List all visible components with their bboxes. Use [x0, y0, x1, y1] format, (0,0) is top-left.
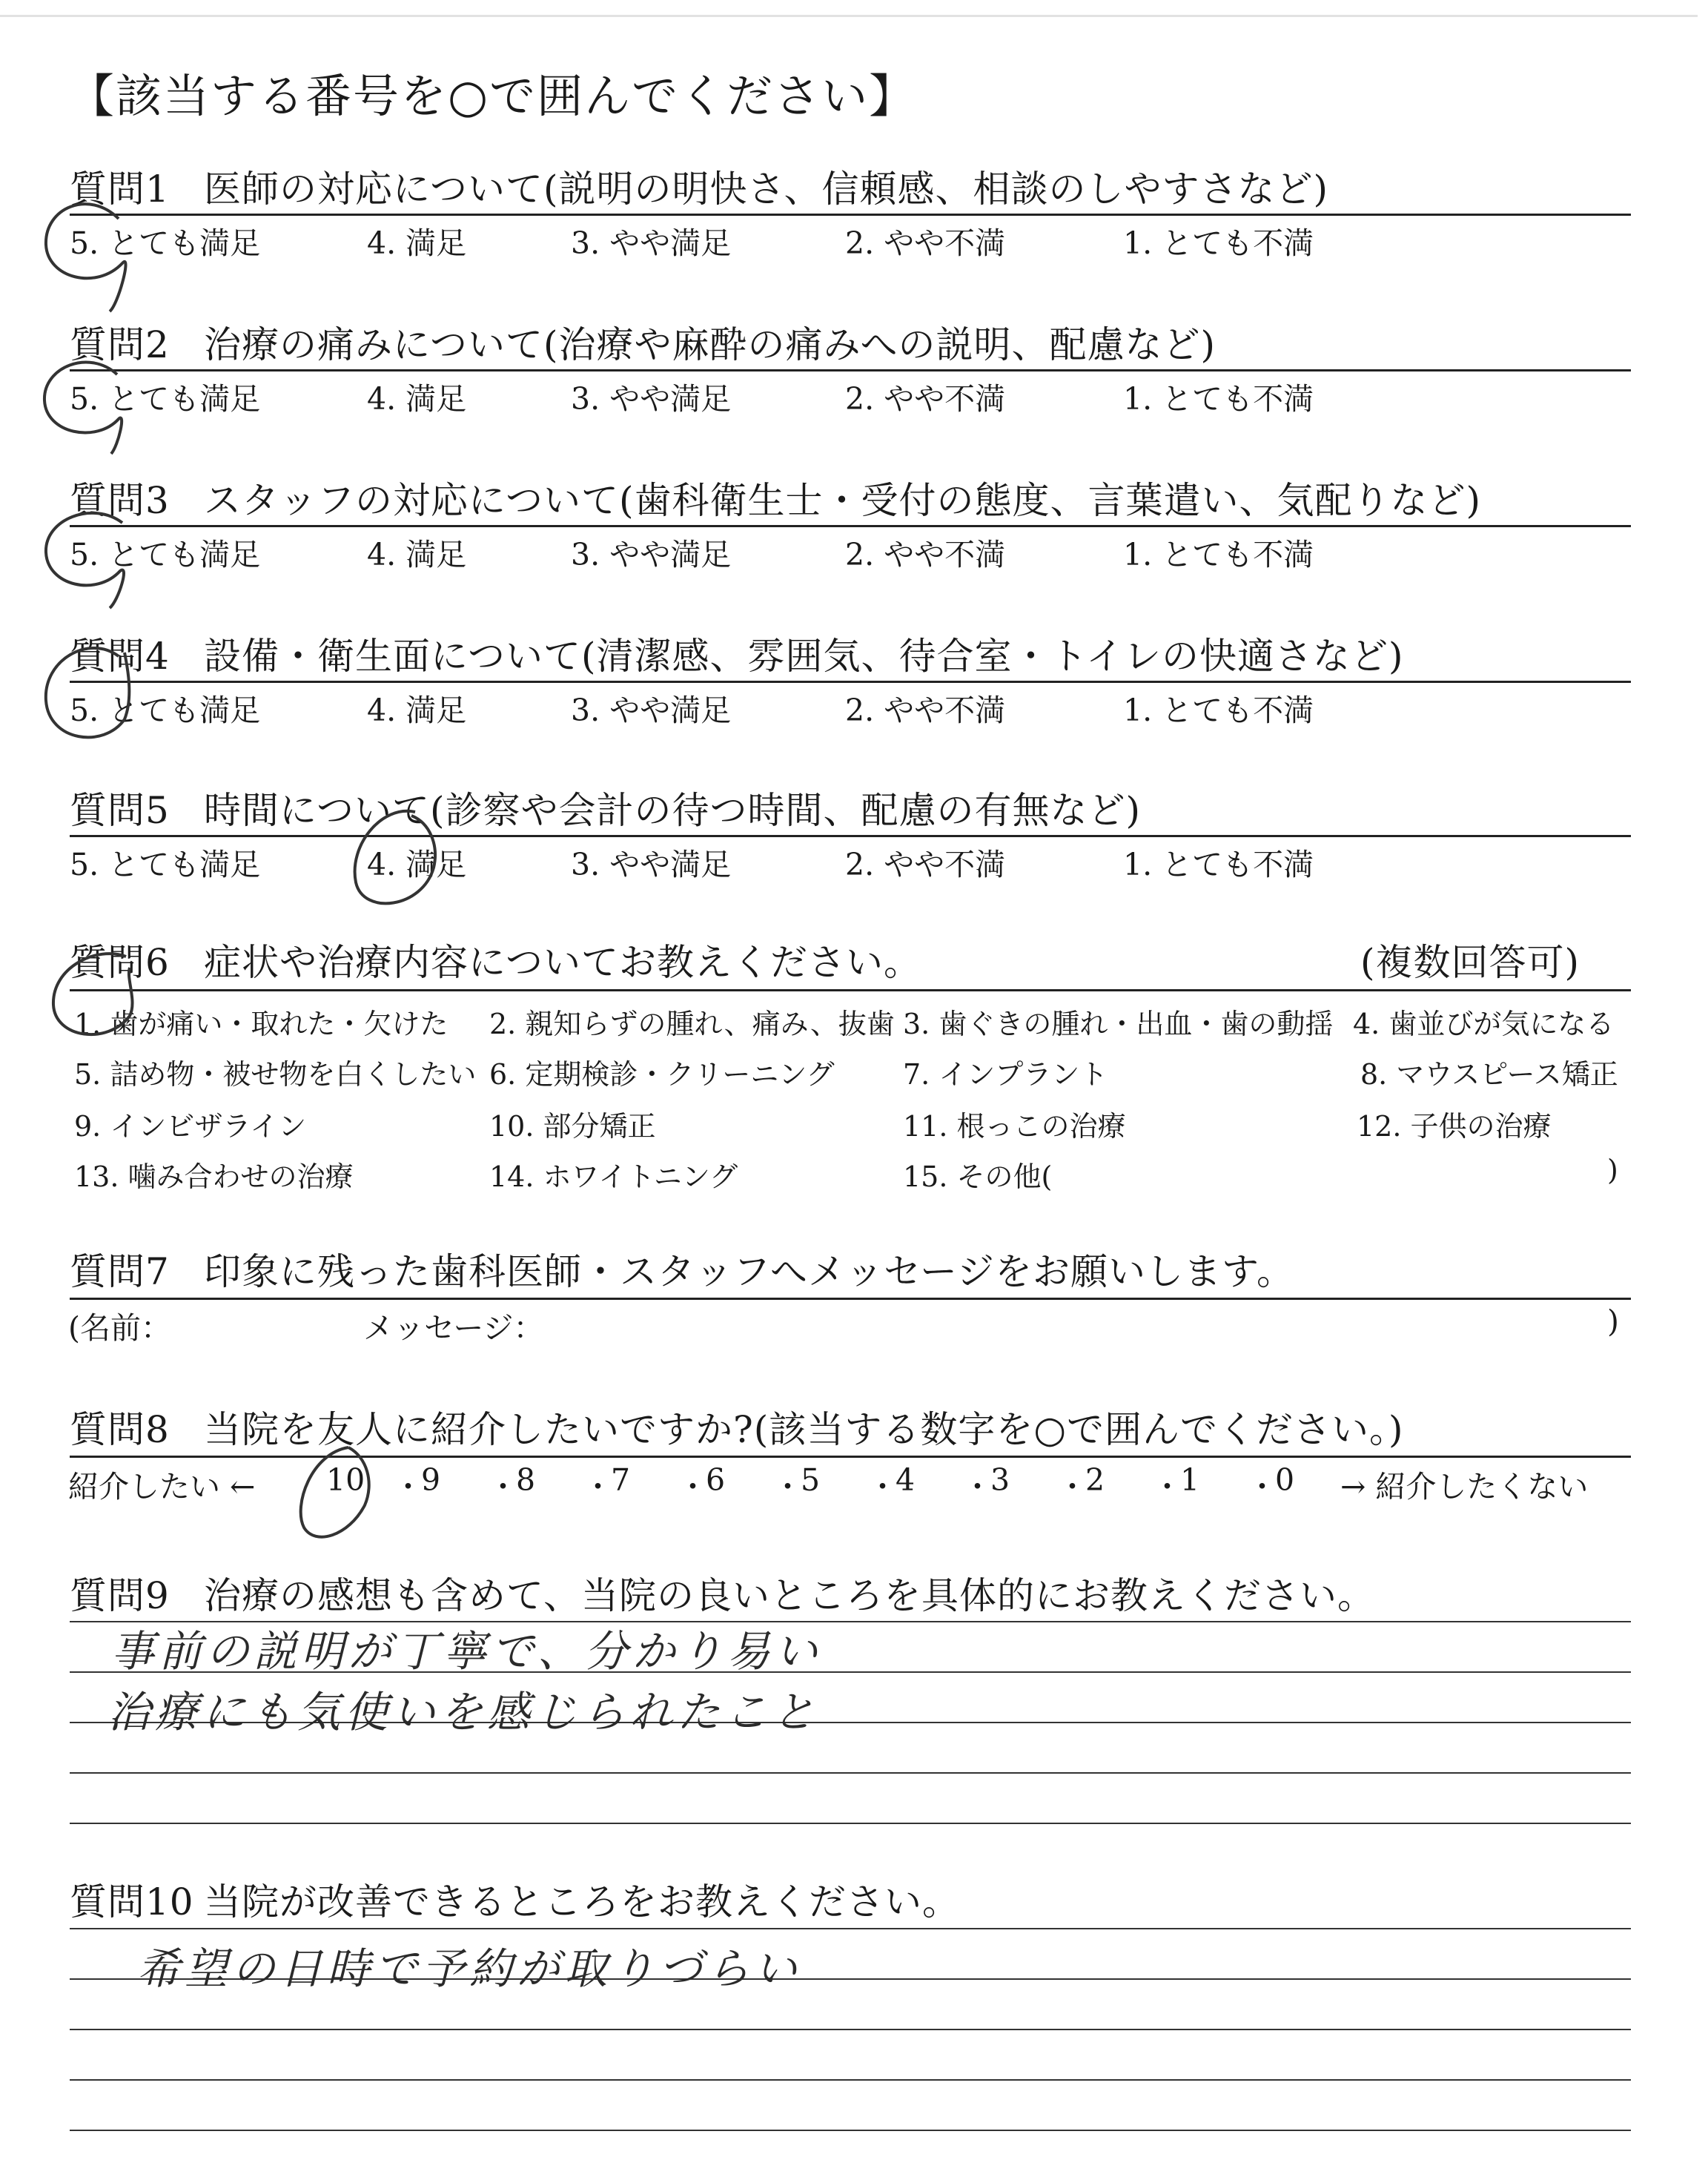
q3-label: 質問3: [70, 479, 170, 522]
q4-option[interactable]: 3. やや満足: [571, 693, 732, 728]
q6-option[interactable]: 13. 噛み合わせの治療: [74, 1160, 354, 1193]
q7-label: 質問7: [70, 1250, 170, 1293]
q3-option[interactable]: 5. とても満足: [70, 537, 261, 572]
q2-option[interactable]: 2. やや不満: [845, 381, 1006, 417]
q5-option[interactable]: 2. やや不満: [845, 847, 1006, 882]
q8-text: 当院を友人に紹介したいですか?(該当する数字を○で囲んでください。): [204, 1408, 1404, 1451]
q8-scale-number[interactable]: 9: [421, 1462, 441, 1498]
q9-writing-line: [70, 1772, 1631, 1774]
q6-option[interactable]: 15. その他(: [903, 1160, 1053, 1193]
q3-option[interactable]: 4. 満足: [367, 537, 467, 572]
q4-option[interactable]: 1. とても不満: [1123, 693, 1314, 728]
q4-rule: [70, 681, 1631, 683]
q5-text: 時間について(診察や会計の待つ時間、配慮の有無など): [204, 789, 1142, 832]
q6-option[interactable]: 7. インプラント: [903, 1058, 1108, 1091]
q1-option[interactable]: 4. 満足: [367, 225, 467, 261]
q8-scale-number[interactable]: 10: [326, 1462, 365, 1498]
q1-rule: [70, 214, 1631, 216]
q8-left-label: 紹介したい ←: [68, 1469, 256, 1505]
q10-label: 質問10: [70, 1880, 194, 1923]
q8-scale-number[interactable]: 1: [1180, 1462, 1200, 1498]
q6-rule: [70, 989, 1631, 991]
q6-option[interactable]: 5. 詰め物・被せ物を白くしたい: [74, 1058, 477, 1091]
q4-option[interactable]: 2. やや不満: [845, 693, 1006, 728]
q8-scale-number[interactable]: 3: [990, 1462, 1010, 1498]
q2-option[interactable]: 3. やや満足: [571, 381, 732, 417]
q2-text: 治療の痛みについて(治療や麻酔の痛みへの説明、配慮など): [204, 323, 1217, 366]
q8-scale-number[interactable]: 0: [1275, 1462, 1295, 1498]
q8-scale-number[interactable]: 4: [896, 1462, 916, 1498]
q3-text: スタッフの対応について(歯科衛生士・受付の態度、言葉遣い、気配りなど): [204, 479, 1482, 522]
q7-message-label: メッセージ：: [363, 1310, 544, 1346]
q2-option[interactable]: 5. とても満足: [70, 381, 261, 417]
q4-option[interactable]: 4. 満足: [367, 693, 467, 728]
q10-writing-line: [70, 1928, 1631, 1929]
q5-label: 質問5: [70, 789, 170, 832]
q8-right-label: → 紹介したくない: [1340, 1469, 1589, 1505]
q8-scale-separator: ・: [962, 1469, 993, 1505]
q4-option[interactable]: 5. とても満足: [70, 693, 261, 728]
q4-text: 設備・衛生面について(清潔感、雰囲気、待合室・トイレの快適さなど): [204, 635, 1404, 678]
q1-option[interactable]: 1. とても不満: [1123, 225, 1314, 261]
q1-option[interactable]: 2. やや不満: [845, 225, 1006, 261]
q5-option[interactable]: 1. とても不満: [1123, 847, 1314, 882]
q8-scale-separator: ・: [583, 1469, 613, 1505]
q6-option[interactable]: 10. 部分矯正: [489, 1110, 656, 1143]
q8-scale-separator: ・: [393, 1469, 423, 1505]
q3-option[interactable]: 3. やや満足: [571, 537, 732, 572]
q10-writing-line: [70, 2130, 1631, 2131]
q6-option[interactable]: 14. ホワイトニング: [489, 1160, 738, 1193]
q8-scale-separator: ・: [1152, 1469, 1182, 1505]
q6-option[interactable]: 1. 歯が痛い・取れた・欠けた: [74, 1008, 448, 1040]
q6-option[interactable]: 8. マウスピース矯正: [1360, 1058, 1618, 1091]
q6-option[interactable]: 9. インビザライン: [74, 1110, 307, 1143]
q3-option[interactable]: 1. とても不満: [1123, 537, 1314, 572]
q8-scale-number[interactable]: 8: [516, 1462, 536, 1498]
q10-handwritten-line-1: 希望の日時で予約が取りづらい: [137, 1943, 802, 1994]
q8-scale-number[interactable]: 2: [1085, 1462, 1105, 1498]
q2-option[interactable]: 1. とても不満: [1123, 381, 1314, 417]
q5-option[interactable]: 3. やや満足: [571, 847, 732, 882]
q6-option[interactable]: 3. 歯ぐきの腫れ・出血・歯の動揺: [903, 1008, 1334, 1040]
q1-option[interactable]: 3. やや満足: [571, 225, 732, 261]
q10-writing-line: [70, 2029, 1631, 2030]
q8-scale-number[interactable]: 6: [706, 1462, 726, 1498]
scan-edge: [0, 15, 1698, 17]
q10-text: 当院が改善できるところをお教えください。: [204, 1880, 960, 1923]
q9-writing-line: [70, 1823, 1631, 1824]
q1-label: 質問1: [70, 168, 170, 211]
q5-rule: [70, 835, 1631, 837]
q8-scale-separator: ・: [1057, 1469, 1088, 1505]
q3-rule: [70, 525, 1631, 527]
q9-handwritten-line-1: 事前の説明が丁寧で、分かり易い: [111, 1626, 822, 1677]
q6-note: (複数回答可): [1360, 941, 1580, 984]
q8-scale-number[interactable]: 5: [801, 1462, 821, 1498]
q7-close-paren: ): [1607, 1304, 1619, 1339]
form-heading: 【該当する番号を○で囲んでください】: [68, 69, 917, 123]
q8-scale-separator: ・: [772, 1469, 803, 1505]
q1-option[interactable]: 5. とても満足: [70, 225, 261, 261]
q9-handwritten-line-2: 治療にも気使いを感じられたこと: [107, 1687, 820, 1737]
q2-label: 質問2: [70, 323, 170, 366]
q8-scale-separator: ・: [488, 1469, 518, 1505]
q5-option[interactable]: 4. 満足: [367, 847, 467, 882]
q4-label: 質問4: [70, 635, 170, 678]
q9-label: 質問9: [70, 1574, 170, 1617]
q2-option[interactable]: 4. 満足: [367, 381, 467, 417]
q8-scale-separator: ・: [867, 1469, 898, 1505]
q7-rule: [70, 1298, 1631, 1300]
q8-scale-separator: ・: [1247, 1469, 1277, 1505]
q8-scale-number[interactable]: 7: [611, 1462, 631, 1498]
q8-scale-separator: ・: [678, 1469, 708, 1505]
q2-rule: [70, 369, 1631, 371]
q6-option[interactable]: 2. 親知らずの腫れ、痛み、抜歯: [489, 1008, 895, 1040]
q5-option[interactable]: 5. とても満足: [70, 847, 261, 882]
q9-text: 治療の感想も含めて、当院の良いところを具体的にお教えください。: [204, 1574, 1375, 1617]
q6-option[interactable]: 11. 根っこの治療: [903, 1110, 1126, 1143]
q3-option[interactable]: 2. やや不満: [845, 537, 1006, 572]
q6-text: 症状や治療内容についてお教えください。: [204, 941, 921, 984]
q8-label: 質問8: [70, 1408, 170, 1451]
q6-option[interactable]: 6. 定期検診・クリーニング: [489, 1058, 835, 1091]
q6-label: 質問6: [70, 941, 170, 984]
q1-text: 医師の対応について(説明の明快さ、信頼感、相談のしやすさなど): [204, 168, 1329, 211]
q10-writing-line: [70, 2079, 1631, 2081]
q7-text: 印象に残った歯科医師・スタッフへメッセージをお願いします。: [204, 1250, 1294, 1293]
q6-option[interactable]: ): [1607, 1154, 1618, 1186]
q8-rule: [70, 1456, 1631, 1458]
q6-option[interactable]: 4. 歯並びが気になる: [1353, 1008, 1615, 1040]
q7-name-label: (名前：: [68, 1310, 171, 1346]
q6-option[interactable]: 12. 子供の治療: [1357, 1110, 1552, 1143]
